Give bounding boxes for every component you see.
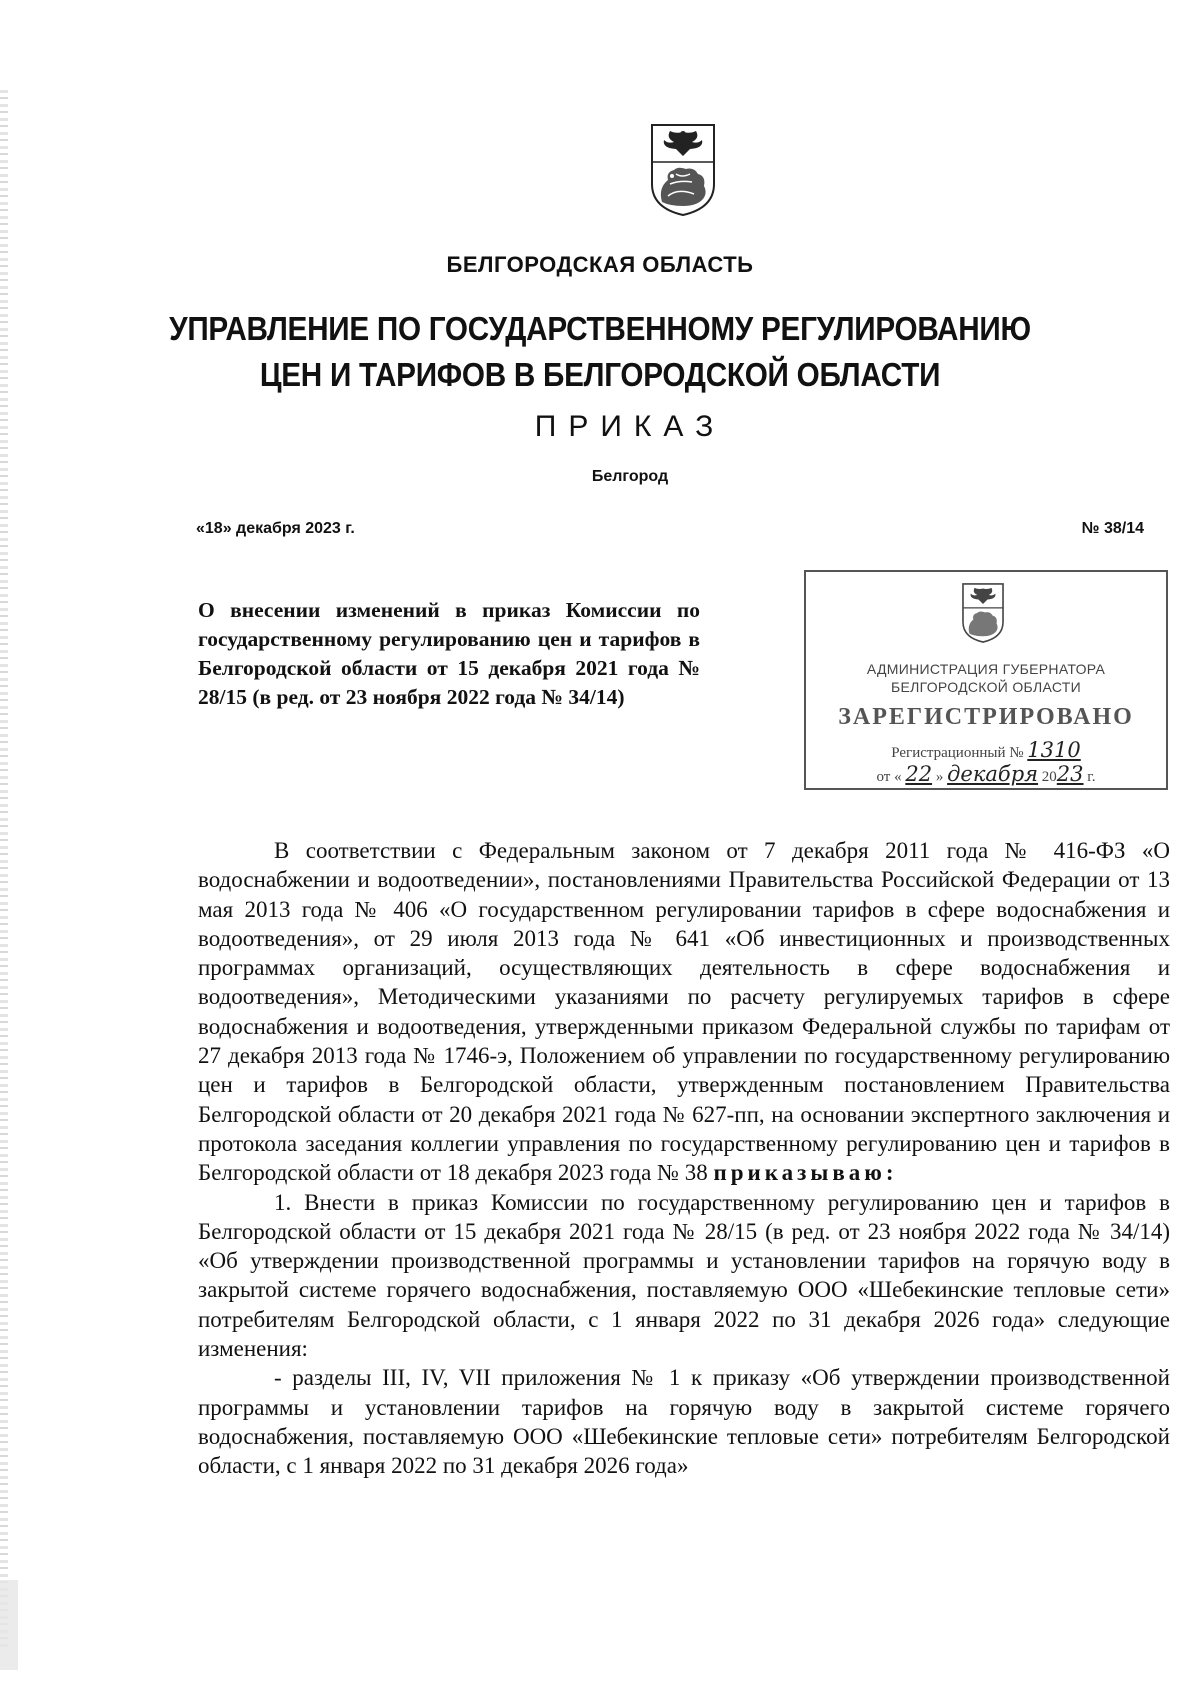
- clause-1-paragraph: 1. Внести в приказ Комиссии по государственному регулированию цен и тарифов в Белгородской области от 15 декабря 2021 года № 28/15 (в ред. от 23 ноября 2022 года № 34/14) «Об утверждении производственной программы и установлении тарифов на горячую воду в закрытой системе горячего водоснабжения, поставляемую ООО «Шебекинские тепловые сети» потребителям Белгородской области, с 1 января 2022 по 31 декабря 2026 года» следующие изменения:: [198, 1189, 1170, 1362]
- stamp-year-suffix: 23: [1056, 762, 1084, 786]
- stamp-date-mid: »: [935, 769, 944, 785]
- stamp-month: декабря: [947, 762, 1039, 786]
- stamp-registration-date: [806, 762, 1166, 786]
- city: Белгород: [591, 468, 669, 485]
- preamble-text: В соответствии с Федеральным законом от 7 декабря 2011 года № 416-ФЗ «О водоснабжении и водоотведении», постановлениями Правительства Российской Федерации от 13 мая 2013 года № 406 «О государственном регулировании тарифов в сфере водоснабжения и водоотведения», от 29 июля 2013 года № 641 «Об инвестиционных и производственных программах организаций, осуществляющих деятельность в сфере водоснабжения и водоотведения», Методическими указаниями по расчету регулируемых тарифов в сфере водоснабжения и водоотведения, утвержденными приказом Федеральной службы по тарифам от 27 декабря 2013 года № 1746-э, Положением об управлении по государственному регулированию цен и тарифов в Белгородской области, утвержденным постановлением Правительства Белгородской области от 20 декабря 2021 года № 627-пп, на основании экспертного заключения и протокола заседания коллегии управления по государственному регулированию цен и тарифов в Белгородской области от 18 декабря 2023 года № 38: [198, 838, 1170, 1186]
- preamble-paragraph: [198, 836, 1170, 1188]
- order-number: № 38/14: [1081, 520, 1144, 537]
- stamp-date-suffix: г.: [1087, 769, 1096, 785]
- stamp-date-prefix: от «: [876, 769, 902, 785]
- belgorod-coat-of-arms-icon: [648, 122, 718, 218]
- stamp-day: 22: [905, 762, 933, 786]
- stamp-admin-line2: БЕЛГОРОДСКОЙ ОБЛАСТИ: [891, 679, 1081, 695]
- order-body: [198, 836, 1170, 1481]
- stamp-administration: [806, 660, 1166, 696]
- region-title: БЕЛГОРОДСКАЯ ОБЛАСТЬ: [446, 252, 754, 277]
- department-title-line2: ЦЕН И ТАРИФОВ В БЕЛГОРОДСКОЙ ОБЛАСТИ: [259, 356, 941, 393]
- department-title-line1: УПРАВЛЕНИЕ ПО ГОСУДАРСТВЕННОМУ РЕГУЛИРОВАНИЮ: [169, 310, 1031, 347]
- scan-edge-artifact: [0, 90, 8, 1650]
- stamp-registered: ЗАРЕГИСТРИРОВАНО: [838, 704, 1134, 730]
- belgorod-coat-of-arms-icon: [956, 582, 1010, 644]
- stamp-reg-label: Регистрационный №: [891, 745, 1024, 761]
- document-type: ПРИКАЗ: [534, 410, 726, 443]
- order-date: «18» декабря 2023 г.: [196, 520, 355, 537]
- stamp-admin-line1: АДМИНИСТРАЦИЯ ГУБЕРНАТОРА: [866, 661, 1106, 677]
- orders-keyword: приказываю:: [713, 1160, 898, 1186]
- stamp-reg-number: 1310: [1027, 738, 1081, 762]
- registration-stamp: [804, 570, 1168, 790]
- stamp-registration-number: [806, 738, 1166, 762]
- stamp-year-prefix: 20: [1041, 769, 1057, 785]
- clause-1-item-paragraph: - разделы III, IV, VII приложения № 1 к приказу «Об утверждении производственной программы и установлении тарифов на горячую воду в закрытой системе горячего водоснабжения, поставляемую ООО «Шебекинские тепловые сети» потребителям Белгородской области, с 1 января 2022 по 31 декабря 2026 года»: [198, 1365, 1170, 1479]
- order-subject: О внесении изменений в приказ Комиссии по государственному регулированию цен и тарифов в Белгородской области от 15 декабря 2021 года № 28/15 (в ред. от 23 ноября 2022 года № 34/14): [198, 598, 700, 709]
- scan-edge-artifact: [0, 1580, 18, 1670]
